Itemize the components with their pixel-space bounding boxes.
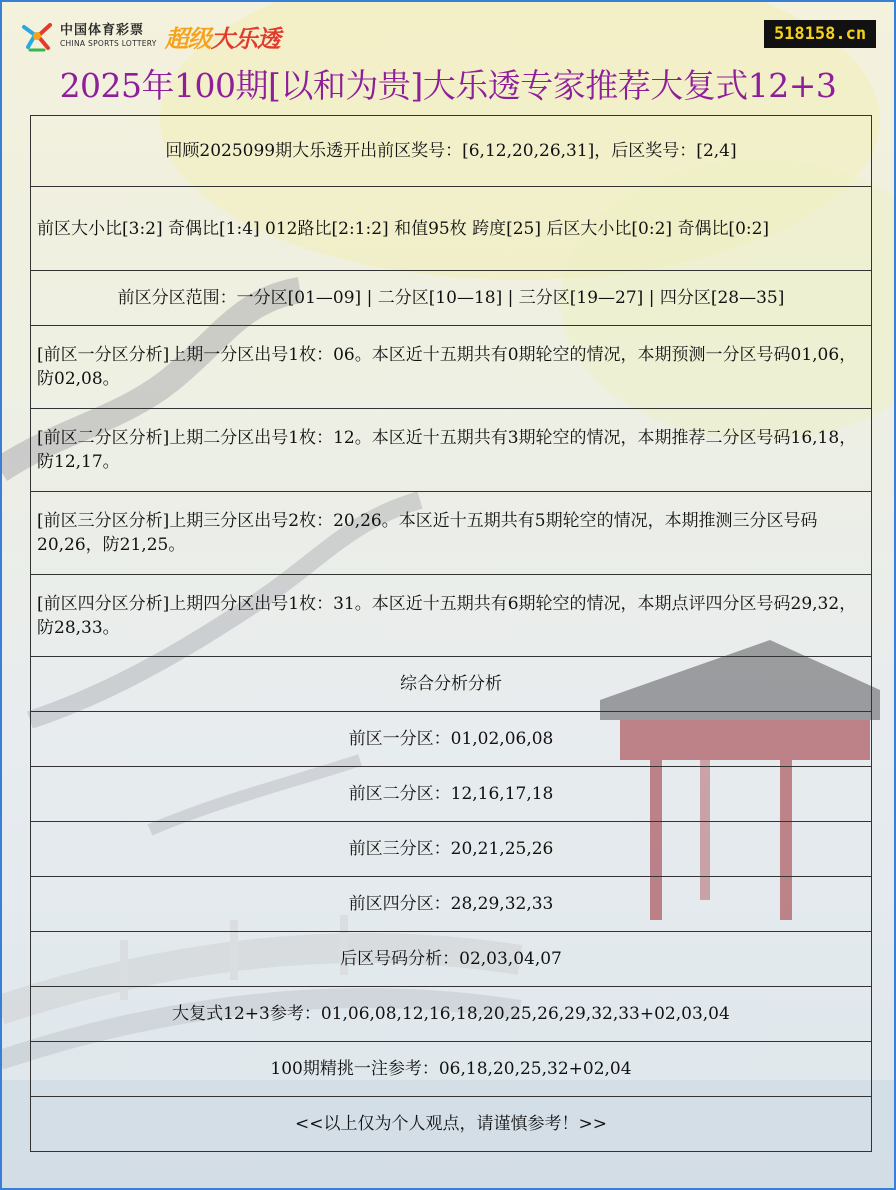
row-text: 后区号码分析：02,03,04,07 [340,949,562,969]
back-zone-row [31,932,871,987]
row-text: [前区二分区分析]上期二分区出号1枚：12。本区近十五期共有3期轮空的情况，本期推荐二分区号码16,18，防12,17。 [37,428,857,472]
zone4-picks-row [31,877,871,932]
row-text: 前区一分区：01,02,06,08 [348,729,554,749]
logo-english-text: CHINA SPORTS LOTTERY [60,39,157,49]
zone4-analysis-row [31,575,871,657]
row-text: [前区一分区分析]上期一分区出号1枚：06。本区近十五期共有0期轮空的情况，本期预测一分区号码01,06，防02,08。 [37,345,857,389]
brand-name [165,19,280,54]
row-text: 大复式12+3参考：01,06,08,12,16,18,20,25,26,29,32,33+02,03,04 [172,1004,730,1024]
single-pick-row [31,1042,871,1097]
row-text: [前区四分区分析]上期四分区出号1枚：31。本区近十五期共有6期轮空的情况，本期点评四分区号码29,32，防28,33。 [37,593,857,638]
summary-heading-row [31,657,871,712]
row-text: 前区分区范围：一分区[01—09] | 二分区[10—18] | 三分区[19—27] | 四分区[28—35] [117,288,785,308]
row-text: <<以上仅为个人观点，请谨慎参考！>> [295,1114,607,1134]
row-text: 100期精挑一注参考：06,18,20,25,32+02,04 [270,1059,632,1079]
zone1-picks-row [31,712,871,767]
site-badge[interactable]: 518158.cn [764,20,876,48]
brand-name-part2: 大乐透 [210,24,280,53]
zone-range-row [31,271,871,326]
lottery-logo [20,18,280,54]
zone2-picks-row [31,767,871,822]
zone2-analysis-row [31,409,871,492]
disclaimer-row [31,1097,871,1151]
row-text: 前区四分区：28,29,32,33 [348,894,554,914]
row-text: [前区三分区分析]上期三分区出号2枚：20,26。本区近十五期共有5期轮空的情况，本期推测三分区号码20,26，防21,25。 [37,511,818,555]
lottery-star-icon [20,19,54,53]
row-text: 前区大小比[3:2] 奇偶比[1:4] 012路比[2:1:2] 和值95枚 跨度[25] 后区大小比[0:2] 奇偶比[0:2] [37,218,770,239]
zone3-picks-row [31,822,871,877]
analysis-table [30,115,872,1152]
row-text: 前区二分区：12,16,17,18 [348,784,554,804]
multiple-reference-row [31,987,871,1042]
logo-chinese-text: 中国体育彩票 [60,23,145,39]
zone1-analysis-row [31,326,871,409]
row-text: 综合分析分析 [400,674,502,694]
brand-name-part1: 超级 [164,24,211,53]
zone3-analysis-row [31,492,871,575]
row-text: 前区三分区：20,21,25,26 [348,839,554,859]
row-text: 回顾2025099期大乐透开出前区奖号：[6,12,20,26,31]，后区奖号：[2,4] [165,141,737,161]
stats-row [31,187,871,271]
page-title: 2025年100期[以和为贵]大乐透专家推荐大复式12+3 [59,66,837,105]
review-row [31,116,871,187]
